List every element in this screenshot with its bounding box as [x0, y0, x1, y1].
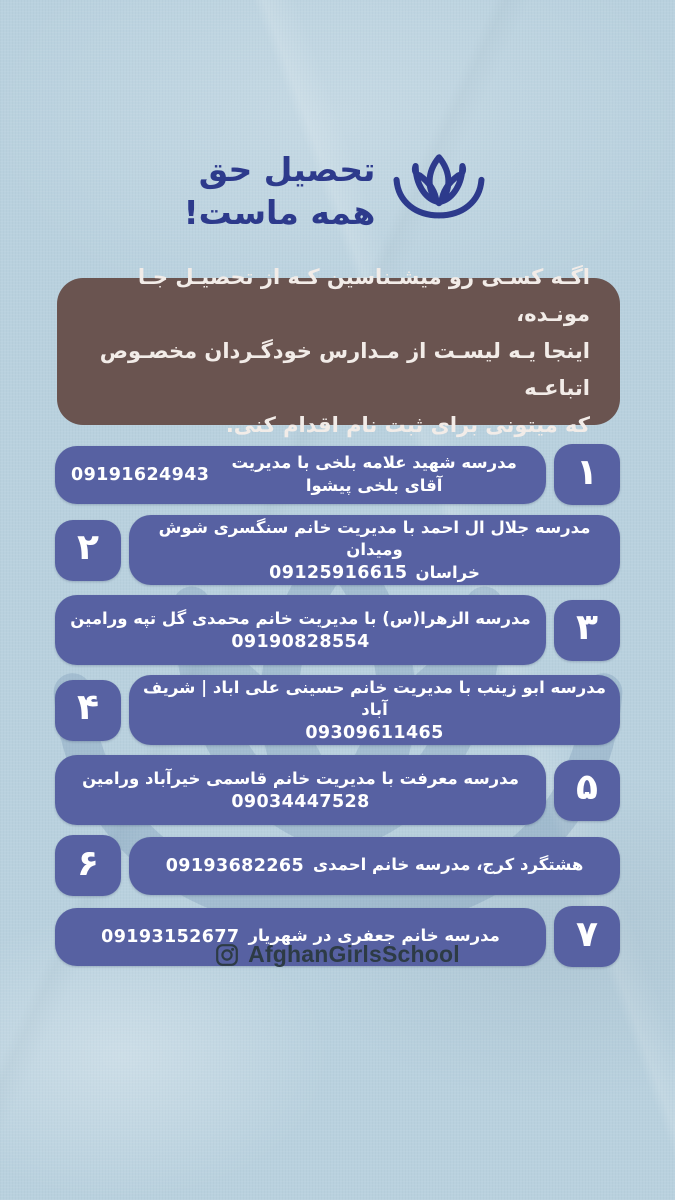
instagram-icon	[215, 943, 239, 967]
school-phone-line	[269, 563, 480, 583]
school-name: مدرسه شهید علامه بلخی با مدیریت آقای بلخی پیشوا	[231, 453, 517, 495]
school-bar	[55, 595, 546, 665]
school-phone: 09034447528	[231, 792, 370, 813]
school-bar	[55, 755, 546, 825]
school-number: ۶	[77, 842, 99, 884]
title-line-1: تحصیل حق	[198, 150, 376, 190]
school-number-badge	[55, 520, 121, 581]
notice-line-2: اینجا یـه لیسـت از مـدارس خودگـردان مخصـوص اتباعـه	[99, 339, 590, 400]
notice-line-3: که میتونی برای ثبت نام اقدام کنی.	[225, 413, 590, 437]
school-number: ۱	[576, 451, 598, 493]
school-bar	[129, 515, 620, 585]
school-city: خراسان	[415, 563, 480, 583]
school-bar	[129, 837, 620, 895]
school-name: مدرسه خانم جعفری در شهریار	[248, 926, 500, 946]
school-number-badge	[55, 680, 121, 741]
school-name: مدرسه جلال ال احمد با مدیریت خانم سنگسری شوش ومیدان	[158, 517, 591, 559]
school-row-1	[55, 444, 620, 505]
school-phone: 09309611465	[305, 723, 444, 744]
school-name: مدرسه ابو زینب با مدیریت خانم حسینی علی اباد | شریف آباد	[143, 677, 606, 719]
school-number: ۷	[576, 913, 598, 955]
school-row-6	[55, 835, 620, 896]
school-name: مدرسه معرفت با مدیریت خانم قاسمی خیرآباد ورامین	[82, 768, 519, 788]
school-number: ۳	[576, 607, 598, 648]
notice-box	[57, 265, 620, 437]
school-phone: 09191624943	[71, 464, 210, 485]
school-number-badge	[554, 600, 620, 661]
school-row-3	[55, 595, 620, 665]
school-name: مدرسه الزهرا(س) با مدیریت خانم محمدی گل تپه ورامین	[70, 608, 531, 628]
school-number-badge	[55, 835, 121, 896]
school-name: هشتگرد کرج، مدرسه خانم احمدی	[313, 855, 584, 875]
lotus-icon	[387, 146, 491, 238]
school-row-5	[55, 755, 620, 825]
school-phone: 09190828554	[231, 632, 370, 653]
page-title	[184, 149, 376, 235]
school-phone: 09193682265	[165, 855, 305, 876]
school-phone: 09125916615	[269, 563, 408, 584]
header	[0, 146, 675, 238]
school-number-badge	[554, 444, 620, 505]
school-number: ۵	[576, 767, 598, 808]
instagram-handle: AfghanGirlsSchool	[248, 941, 460, 967]
footer	[0, 941, 675, 968]
school-phone: 09193152677	[101, 926, 240, 947]
title-line-2: همه ماست!	[183, 193, 376, 232]
school-number: ۲	[77, 527, 99, 568]
schools-list	[55, 444, 620, 967]
notice-line-1: اگـه کسـی رو میشـناسین کـه از تحصیـل جـا مونـده،	[137, 265, 590, 326]
school-bar	[129, 675, 620, 745]
school-number-badge	[554, 760, 620, 821]
school-row-2	[55, 515, 620, 585]
school-row-4	[55, 675, 620, 745]
school-bar	[55, 446, 546, 504]
school-number: ۴	[77, 687, 99, 728]
